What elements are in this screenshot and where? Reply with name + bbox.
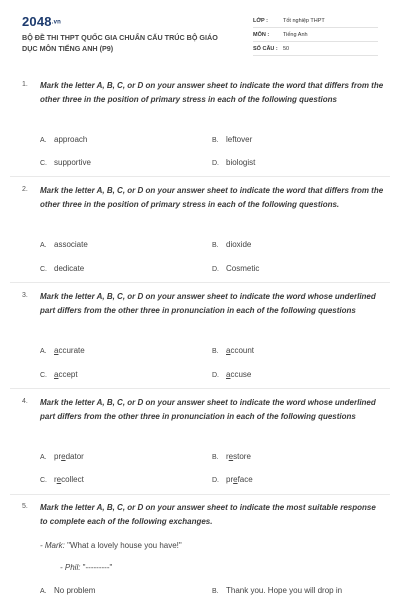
divider	[253, 55, 378, 56]
question-number: 3.	[22, 292, 28, 299]
option-a[interactable]: A. approach	[40, 135, 88, 144]
option-b[interactable]: B. account	[212, 346, 255, 355]
option-a[interactable]: A. predator	[40, 452, 84, 461]
question-text: Mark the letter A, B, C, or D on your answer sheet to indicate the most suitable response to complete each of the following exchanges.	[40, 503, 376, 526]
question-divider	[10, 282, 390, 283]
question-number: 2.	[22, 186, 28, 193]
option-d[interactable]: D. biologist	[212, 158, 256, 167]
option-c[interactable]: C. recollect	[40, 475, 84, 484]
option-a[interactable]: A. No problem	[40, 586, 96, 595]
option-b[interactable]: B. Thank you. Hope you will drop in	[212, 586, 343, 595]
option-a[interactable]: A. associate	[40, 240, 88, 249]
question-number: 5.	[22, 503, 28, 510]
question-number: 1.	[22, 81, 28, 88]
option-b[interactable]: B. leftover	[212, 135, 253, 144]
question-text: Mark the letter A, B, C, or D on your answer sheet to indicate the word that differs from the other three in the position of primary stress in each of the following questions.	[40, 186, 384, 209]
question-text: Mark the letter A, B, C, or D on your answer sheet to indicate the word that differs from the other three in the position of primary stress in each of the following questions	[40, 81, 384, 104]
option-c[interactable]: C. supportive	[40, 158, 91, 167]
divider	[253, 27, 378, 28]
option-b[interactable]: B. dioxide	[212, 240, 252, 249]
meta-subject: MÔN : Tiếng Anh	[253, 32, 308, 38]
option-c[interactable]: C. dedicate	[40, 264, 85, 273]
option-c[interactable]: C. accept	[40, 370, 78, 379]
option-d[interactable]: D. preface	[212, 475, 253, 484]
option-b[interactable]: B. restore	[212, 452, 251, 461]
page-header	[0, 0, 400, 70]
question-divider	[10, 388, 390, 389]
site-logo[interactable]: 2048.vn	[22, 14, 62, 29]
option-a[interactable]: A. accurate	[40, 346, 85, 355]
option-d[interactable]: D. accuse	[212, 370, 252, 379]
meta-class: LỚP : Tốt nghiệp THPT	[253, 18, 325, 24]
option-d[interactable]: D. Cosmetic	[212, 264, 260, 273]
question-divider	[10, 494, 390, 495]
question-text: Mark the letter A, B, C, or D on your answer sheet to indicate the word whose underlined part differs from the other three in pronunciation in each of the following questions	[40, 292, 376, 315]
question-divider	[10, 176, 390, 177]
question-number: 4.	[22, 398, 28, 405]
meta-question-count: SỐ CÂU : 50	[253, 46, 290, 52]
question-text: Mark the letter A, B, C, or D on your answer sheet to indicate the word whose underlined part differs from the other three in pronunciation in each of the following questions	[40, 398, 376, 421]
exchange-line-mark: - Mark: "What a lovely house you have!"	[40, 541, 182, 550]
document-title: BỘ ĐỀ THI THPT QUỐC GIA CHUẨN CẤU TRÚC BỘ GIÁO DỤC MÔN TIẾNG ANH (P9)	[22, 33, 218, 53]
divider	[253, 41, 378, 42]
exchange-line-phil: - Phil: "---------"	[60, 563, 113, 572]
